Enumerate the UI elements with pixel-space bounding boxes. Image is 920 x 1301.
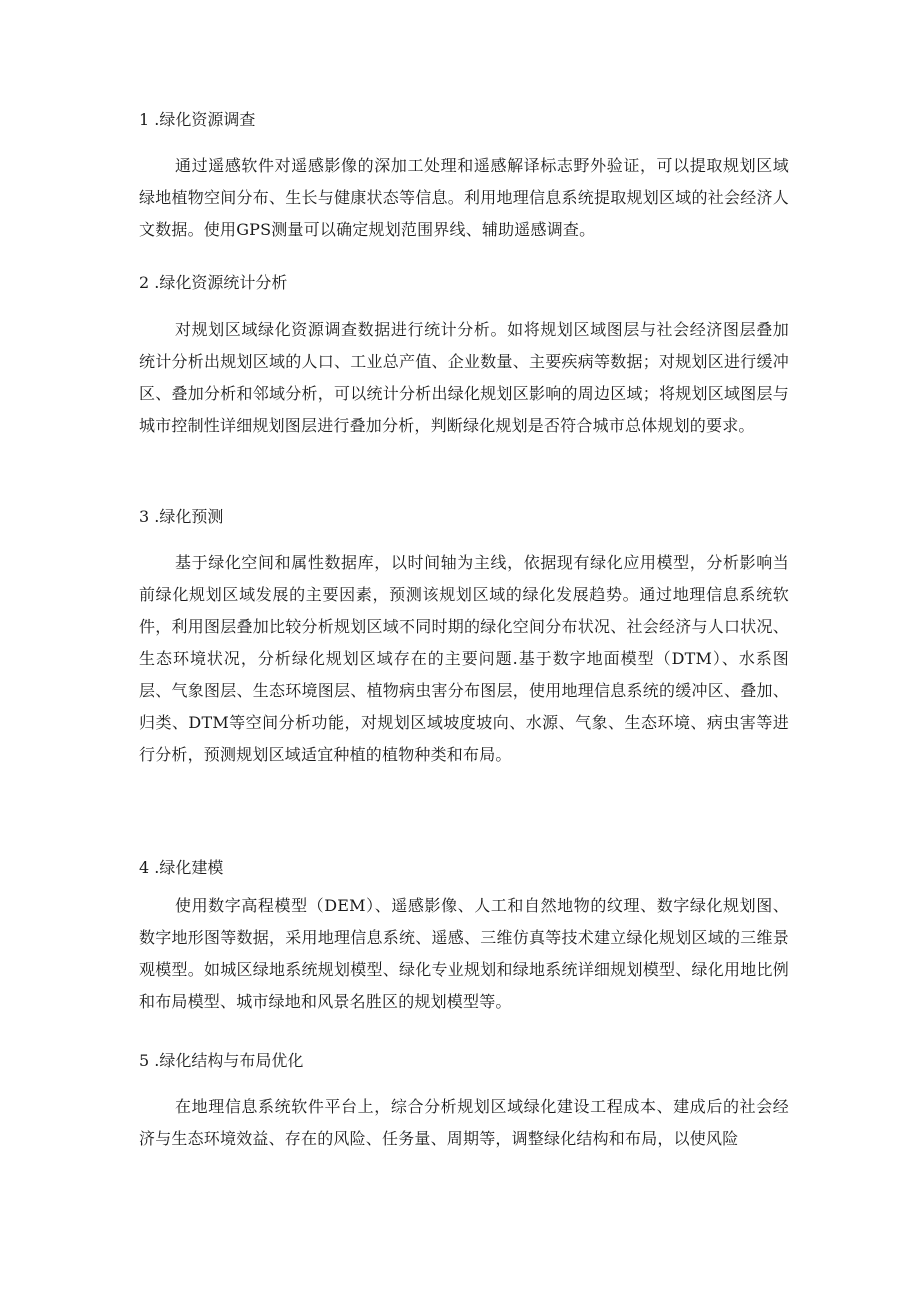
section-2-paragraph: 对规划区域绿化资源调查数据进行统计分析。如将规划区域图层与社会经济图层叠加统计分析出规划区域的人口、工业总产值、企业数量、主要疾病等数据；对规划区进行缓冲区、叠加分析和邻域分析，可以统计分析出绿化规划区影响的周边区域；将规划区域图层与城市控制性详细规划图层进行叠加分析，判断绿化规划是否符合城市总体规划的要求。: [139, 320, 789, 435]
section-5-heading: 5 .绿化结构与布局优化: [139, 1051, 304, 1070]
section-3-heading: 3 .绿化预测: [139, 507, 224, 526]
section-4-paragraph: 使用数字高程模型（DEM）、遥感影像、人工和自然地物的纹理、数字绿化规划图、数字地形图等数据，采用地理信息系统、遥感、三维仿真等技术建立绿化规划区域的三维景观模型。如城区绿地系统规划模型、绿化专业规划和绿地系统详细规划模型、绿化用地比例和布局模型、城市绿地和风景名胜区的规划模型等。: [139, 896, 789, 1011]
section-2-heading: 2 .绿化资源统计分析: [139, 273, 288, 292]
section-1-paragraph: 通过遥感软件对遥感影像的深加工处理和遥感解译标志野外验证，可以提取规划区域绿地植物空间分布、生长与健康状态等信息。利用地理信息系统提取规划区域的社会经济人文数据。使用GPS测量可以确定规划范围界线、辅助遥感调查。: [139, 156, 789, 239]
section-4-heading: 4 .绿化建模: [139, 858, 224, 877]
section-1-heading: 1 .绿化资源调查: [139, 110, 256, 129]
section-5-paragraph: 在地理信息系统软件平台上，综合分析规划区域绿化建设工程成本、建成后的社会经济与生态环境效益、存在的风险、任务量、周期等，调整绿化结构和布局，以使风险: [139, 1097, 789, 1148]
section-3-paragraph: 基于绿化空间和属性数据库，以时间轴为主线，依据现有绿化应用模型，分析影响当前绿化规划区域发展的主要因素，预测该规划区域的绿化发展趋势。通过地理信息系统软件，利用图层叠加比较分析规划区域不同时期的绿化空间分布状况、社会经济与人口状况、生态环境状况，分析绿化规划区域存在的主要问题.基于数字地面模型（DTM）、水系图层、气象图层、生态环境图层、植物病虫害分布图层，使用地理信息系统的缓冲区、叠加、归类、DTM等空间分析功能，对规划区域坡度坡向、水源、气象、生态环境、病虫害等进行分析，预测规划区域适宜种植的植物种类和布局。: [139, 553, 789, 764]
